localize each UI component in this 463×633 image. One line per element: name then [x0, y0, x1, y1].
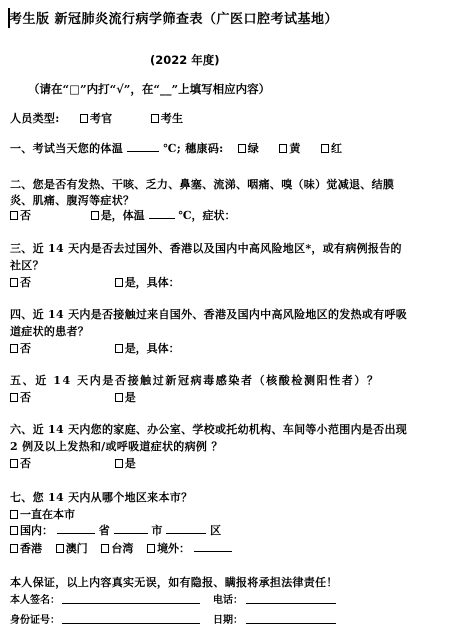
- id-field[interactable]: [62, 623, 200, 624]
- q2-options: [10, 207, 236, 223]
- abroad-checkbox[interactable]: [147, 544, 155, 553]
- stay-local-checkbox[interactable]: [10, 510, 18, 519]
- hongkong-checkbox[interactable]: [10, 544, 18, 553]
- province-field[interactable]: [57, 533, 95, 534]
- macau-checkbox[interactable]: [56, 544, 64, 553]
- district-field[interactable]: [166, 533, 206, 534]
- q6-line1: 六、近 14 天内您的家庭、办公室、学校或托幼机构、车间等小范围内是否出现: [10, 423, 408, 436]
- district-label: 区: [210, 524, 222, 537]
- q5-no-label: 否: [20, 391, 31, 404]
- province-label: 省: [98, 524, 110, 537]
- domestic-checkbox[interactable]: [10, 526, 18, 535]
- q3-no-checkbox[interactable]: [10, 278, 18, 287]
- q6-no-label: 否: [20, 457, 31, 470]
- red-code-label: 红: [330, 142, 343, 155]
- examiner-label: 考官: [89, 112, 113, 125]
- form-instruction: （请在“□”内打“√”，在“__”上填写相应内容）: [28, 82, 271, 96]
- q4-line1: 四、近 14 天内是否接触过来自国外、香港及国内中高风险地区的发热或有呼吸: [10, 308, 408, 321]
- q1-row: [10, 140, 342, 156]
- q2-no-label: 否: [20, 209, 31, 222]
- q7-line1: 七、您 14 天内从哪个地区来本市？: [10, 491, 193, 504]
- q4-no-checkbox[interactable]: [10, 344, 18, 353]
- q4-no-label: 否: [20, 342, 31, 355]
- phone-label: 电话：: [213, 595, 243, 606]
- phone-field[interactable]: [246, 603, 336, 604]
- q6-yes-checkbox[interactable]: [115, 459, 123, 468]
- date-label: 日期：: [213, 615, 243, 626]
- q5-line1: 五、近 14 天内是否接触过新冠病毒感染者（核酸检测阳性者）？: [10, 374, 380, 387]
- q2-yes-label: 是，体温: [100, 209, 145, 222]
- q4-yes-checkbox[interactable]: [115, 344, 123, 353]
- q4-options: [10, 340, 180, 356]
- city-field[interactable]: [114, 533, 148, 534]
- q6-yes-label: 是: [124, 457, 136, 470]
- q5-yes-checkbox[interactable]: [115, 393, 123, 402]
- hongkong-label: 香港: [20, 542, 42, 555]
- red-code-checkbox[interactable]: [321, 144, 329, 153]
- q2-temperature-field[interactable]: [149, 218, 175, 219]
- q5-no-checkbox[interactable]: [10, 393, 18, 402]
- taiwan-checkbox[interactable]: [101, 544, 109, 553]
- q5-options: [10, 389, 136, 405]
- q6-options: [10, 455, 136, 471]
- green-code-checkbox[interactable]: [238, 144, 246, 153]
- q3-line1: 三、近 14 天内是否去过国外、香港以及国内中高风险地区*，或有病例报告的: [10, 242, 402, 255]
- signature-label: 本人签名：: [10, 595, 60, 606]
- taiwan-label: 台湾: [111, 542, 134, 555]
- q7-stay-row: [10, 506, 75, 522]
- q2-no-checkbox[interactable]: [10, 211, 18, 220]
- person-type-label: 人员类型:: [10, 112, 60, 125]
- abroad-label: 境外：: [157, 542, 191, 555]
- q2-yes-checkbox[interactable]: [91, 211, 99, 220]
- examiner-checkbox[interactable]: [80, 114, 88, 123]
- q7-region-row: [10, 540, 232, 556]
- q3-yes-checkbox[interactable]: [115, 278, 123, 287]
- form-year: (2022 年度): [150, 53, 220, 67]
- candidate-checkbox[interactable]: [151, 114, 159, 123]
- q4-line2: 道症状的患者？: [10, 325, 90, 338]
- abroad-field[interactable]: [194, 551, 232, 552]
- q3-no-label: 否: [20, 276, 31, 289]
- yellow-code-checkbox[interactable]: [279, 144, 287, 153]
- q2-line1: 二、您是否有发热、干咳、乏力、鼻塞、流涕、咽痛、嗅（味）觉减退、结膜: [10, 178, 395, 191]
- date-field[interactable]: [246, 623, 336, 624]
- q3-line2: 社区？: [10, 259, 44, 272]
- stay-local-label: 一直在本市: [20, 508, 75, 521]
- q6-line2: 2 例及以上发热和/或呼吸道症状的病例 ？: [10, 440, 223, 453]
- person-type-row: [10, 110, 183, 126]
- candidate-label: 考生: [160, 112, 184, 125]
- green-code-label: 绿: [247, 142, 260, 155]
- q7-domestic-row: [10, 522, 221, 538]
- q3-yes-label: 是，具体：: [124, 276, 180, 289]
- q6-no-checkbox[interactable]: [10, 459, 18, 468]
- domestic-label: 国内：: [20, 524, 53, 537]
- q1-unit: ℃; 穗康码:: [163, 142, 224, 155]
- declaration: 本人保证，以上内容真实无误，如有隐报、瞒报将承担法律责任！: [10, 576, 338, 589]
- yellow-code-label: 黄: [289, 142, 301, 155]
- q2-symptom-label: ℃，症状：: [178, 209, 236, 222]
- q5-yes-label: 是: [124, 391, 136, 404]
- q3-options: [10, 274, 180, 290]
- q4-yes-label: 是，具体：: [124, 342, 180, 355]
- macau-label: 澳门: [65, 542, 88, 555]
- q2-line2: 炎、肌痛、腹泻等症状？: [10, 194, 135, 207]
- city-label: 市: [151, 524, 163, 537]
- signature-field[interactable]: [62, 603, 200, 604]
- form-title: 考生版 新冠肺炎流行病学筛查表（广医口腔考试基地）: [9, 12, 339, 27]
- id-label: 身份证号：: [10, 615, 60, 626]
- temperature-field[interactable]: [127, 151, 159, 152]
- q1-text: 一、考试当天您的体温: [10, 142, 123, 155]
